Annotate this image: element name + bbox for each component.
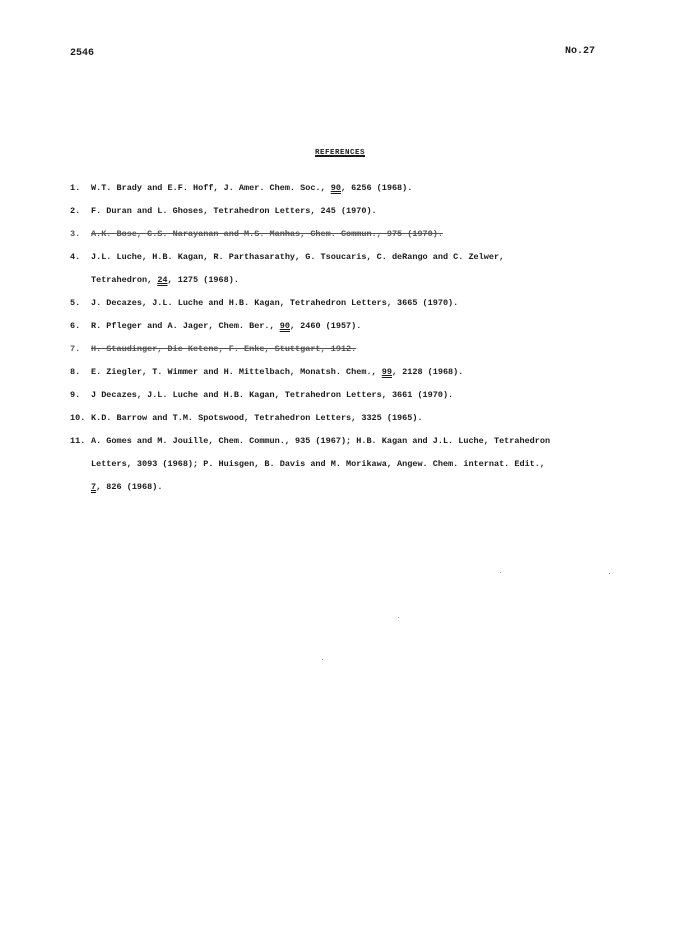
volume-number: 99	[381, 367, 392, 377]
reference-text	[91, 206, 630, 229]
reference-line	[91, 390, 630, 413]
reference-segment: K.D. Barrow and T.M. Spotswood, Tetrahedron Letters, 3325 (1965).	[91, 413, 423, 423]
reference-number: 6.	[70, 321, 81, 331]
reference-item	[70, 321, 630, 344]
reference-item	[70, 367, 630, 390]
reference-number: 11.	[70, 436, 86, 446]
reference-text	[91, 321, 630, 344]
volume-number: 90	[279, 321, 290, 331]
reference-segment: , 1275 (1968).	[167, 275, 239, 285]
reference-item	[70, 252, 630, 298]
reference-item	[70, 206, 630, 229]
reference-number: 8.	[70, 367, 81, 377]
reference-line	[91, 275, 630, 298]
reference-text	[91, 298, 630, 321]
reference-line	[91, 436, 630, 459]
reference-segment: Letters, 3093 (1968); P. Huisgen, B. Davis and M. Morikawa, Angew. Chem. internat. Edit.,	[91, 459, 545, 469]
reference-text	[91, 252, 630, 298]
reference-segment: H. Staudinger, Die Ketene, F. Enke, Stuttgart, 1912.	[91, 344, 357, 354]
reference-text	[91, 344, 630, 367]
reference-line	[91, 482, 630, 505]
reference-item	[70, 344, 630, 367]
page-number: 2546	[70, 48, 95, 59]
reference-text	[91, 367, 630, 390]
reference-segment: J. Decazes, J.L. Luche and H.B. Kagan, Tetrahedron Letters, 3665 (1970).	[91, 298, 459, 308]
reference-text	[91, 390, 630, 413]
reference-line	[91, 183, 630, 206]
reference-segment: A.K. Bose, C.S. Narayanan and M.S. Manhas, Chem. Commun., 975 (1970).	[91, 229, 443, 239]
reference-line	[91, 298, 630, 321]
volume-number: 24	[157, 275, 168, 285]
reference-item	[70, 413, 630, 436]
reference-item	[70, 183, 630, 206]
scan-speck	[398, 617, 399, 618]
reference-segment: J.L. Luche, H.B. Kagan, R. Parthasarathy, G. Tsoucaris, C. deRango and C. Zelwer,	[91, 252, 505, 262]
references-heading: REFERENCES	[314, 149, 365, 157]
reference-text	[91, 436, 630, 505]
reference-segment: E. Ziegler, T. Wimmer and H. Mittelbach, Monatsh. Chem.,	[91, 367, 382, 377]
reference-item	[70, 436, 630, 505]
reference-line	[91, 206, 630, 229]
scan-speck	[322, 659, 323, 660]
reference-segment: R. Pfleger and A. Jager, Chem. Ber.,	[91, 321, 280, 331]
reference-item	[70, 390, 630, 413]
reference-line	[91, 344, 630, 367]
reference-list	[70, 183, 630, 505]
reference-segment: , 6256 (1968).	[340, 183, 413, 193]
scan-speck	[609, 573, 610, 574]
reference-number: 7.	[70, 344, 81, 354]
reference-line	[91, 413, 630, 436]
reference-segment: , 2460 (1957).	[289, 321, 362, 331]
reference-line	[91, 367, 630, 390]
reference-line	[91, 459, 630, 482]
reference-line	[91, 229, 630, 252]
reference-segment: F. Duran and L. Ghoses, Tetrahedron Letters, 245 (1970).	[91, 206, 377, 216]
reference-text	[91, 413, 630, 436]
reference-segment: J Decazes, J.L. Luche and H.B. Kagan, Tetrahedron Letters, 3661 (1970).	[91, 390, 454, 400]
reference-number: 3.	[70, 229, 81, 239]
reference-line	[91, 252, 630, 275]
reference-number: 5.	[70, 298, 81, 308]
reference-number: 1.	[70, 183, 81, 193]
reference-segment: , 2128 (1968).	[391, 367, 464, 377]
reference-number: 10.	[70, 413, 86, 423]
reference-text	[91, 183, 630, 206]
volume-number: 90	[330, 183, 341, 193]
volume-number: 7	[91, 482, 97, 492]
reference-item	[70, 229, 630, 252]
reference-segment: Tetrahedron,	[91, 275, 158, 285]
reference-segment: , 826 (1968).	[96, 482, 163, 492]
issue-number: No.27	[565, 46, 596, 57]
reference-segment: W.T. Brady and E.F. Hoff, J. Amer. Chem. Soc.,	[91, 183, 331, 193]
reference-item	[70, 298, 630, 321]
reference-number: 2.	[70, 206, 81, 216]
scan-speck	[500, 572, 501, 573]
reference-number: 9.	[70, 390, 81, 400]
reference-line	[91, 321, 630, 344]
reference-segment: A. Gomes and M. Jouille, Chem. Commun., 935 (1967); H.B. Kagan and J.L. Luche, Tetrahedron	[91, 436, 551, 446]
reference-text	[91, 229, 630, 252]
reference-number: 4.	[70, 252, 81, 262]
